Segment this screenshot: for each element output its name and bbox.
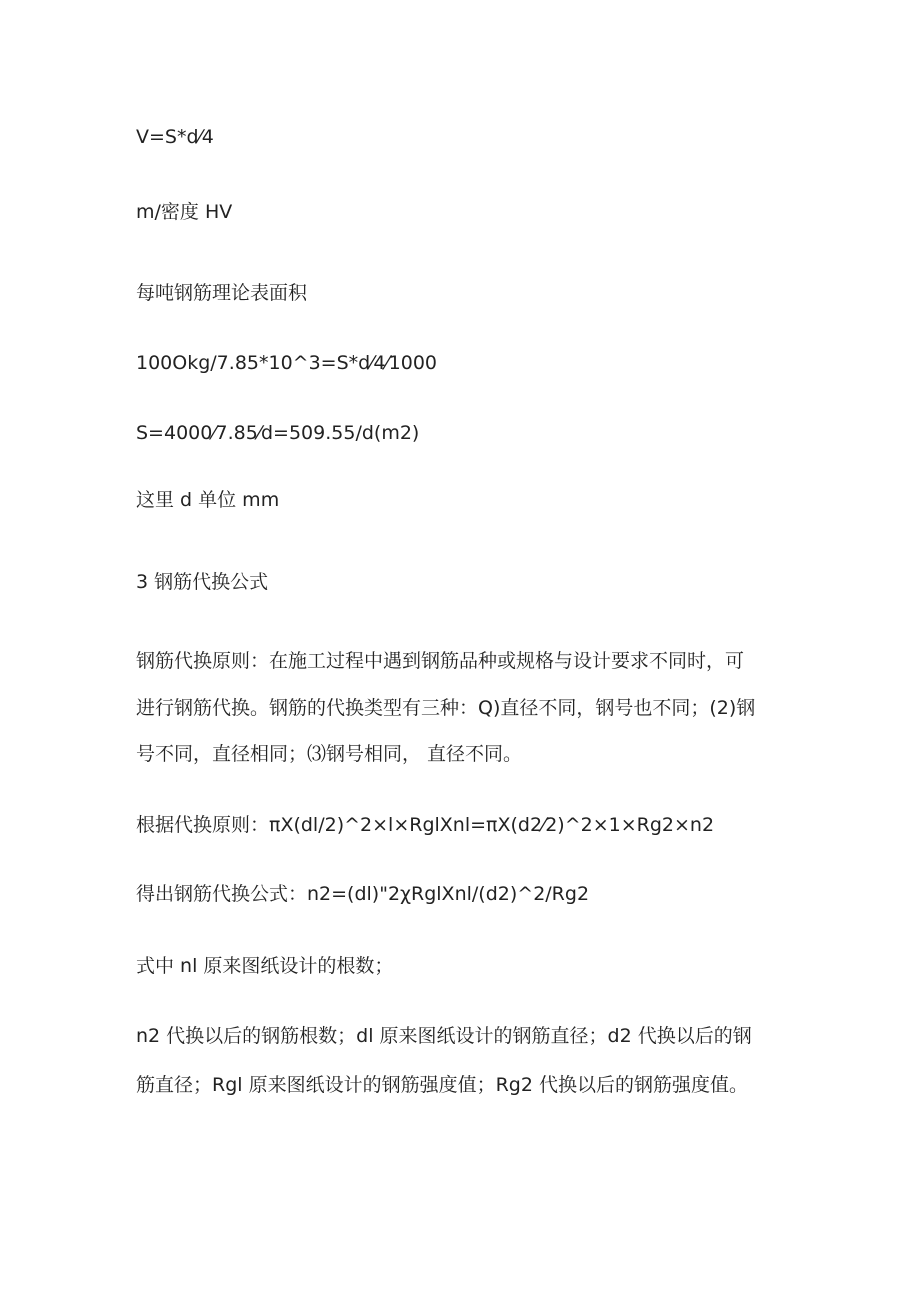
section-heading-substitution: 3 钢筋代换公式 [136, 571, 269, 593]
definitions-line-2: 筋直径；Rgl 原来图纸设计的钢筋强度值；Rg2 代换以后的钢筋强度值。 [136, 1074, 748, 1096]
formula-surface-area: S=4000⁄7.85⁄d=509.55/d(m2) [136, 422, 420, 444]
formula-volume: V=S*d⁄4 [136, 126, 214, 148]
formula-mass-per-ton: 100Okg/7.85*10^3=S*d⁄4⁄1000 [136, 352, 438, 374]
unit-note: 这里 d 单位 mm [136, 489, 280, 511]
definitions-line-1: n2 代换以后的钢筋根数；dl 原来图纸设计的钢筋直径；d2 代换以后的钢 [136, 1025, 752, 1047]
formula-mass-density: m/密度 HV [136, 201, 233, 223]
formula-substitution-principle: 根据代换原则：πX(dl/2)^2×l×RglXnl=πX(d2⁄2)^2×1×Rg2×n2 [136, 814, 715, 836]
definition-nl: 式中 nl 原来图纸设计的根数； [136, 955, 394, 977]
formula-substitution-result: 得出钢筋代换公式：n2=(dl)"2χRglXnl/(d2)^2/Rg2 [136, 883, 590, 905]
paragraph-principle-line-2: 进行钢筋代换。钢筋的代换类型有三种：Q)直径不同，钢号也不同；(2)钢 [136, 697, 756, 719]
heading-surface-area-per-ton: 每吨钢筋理论表面积 [136, 282, 308, 304]
paragraph-principle-line-1: 钢筋代换原则：在施工过程中遇到钢筋品种或规格与设计要求不同时，可 [136, 650, 745, 672]
paragraph-principle-line-3: 号不同，直径相同；⑶钢号相同， 直径不同。 [136, 743, 523, 765]
